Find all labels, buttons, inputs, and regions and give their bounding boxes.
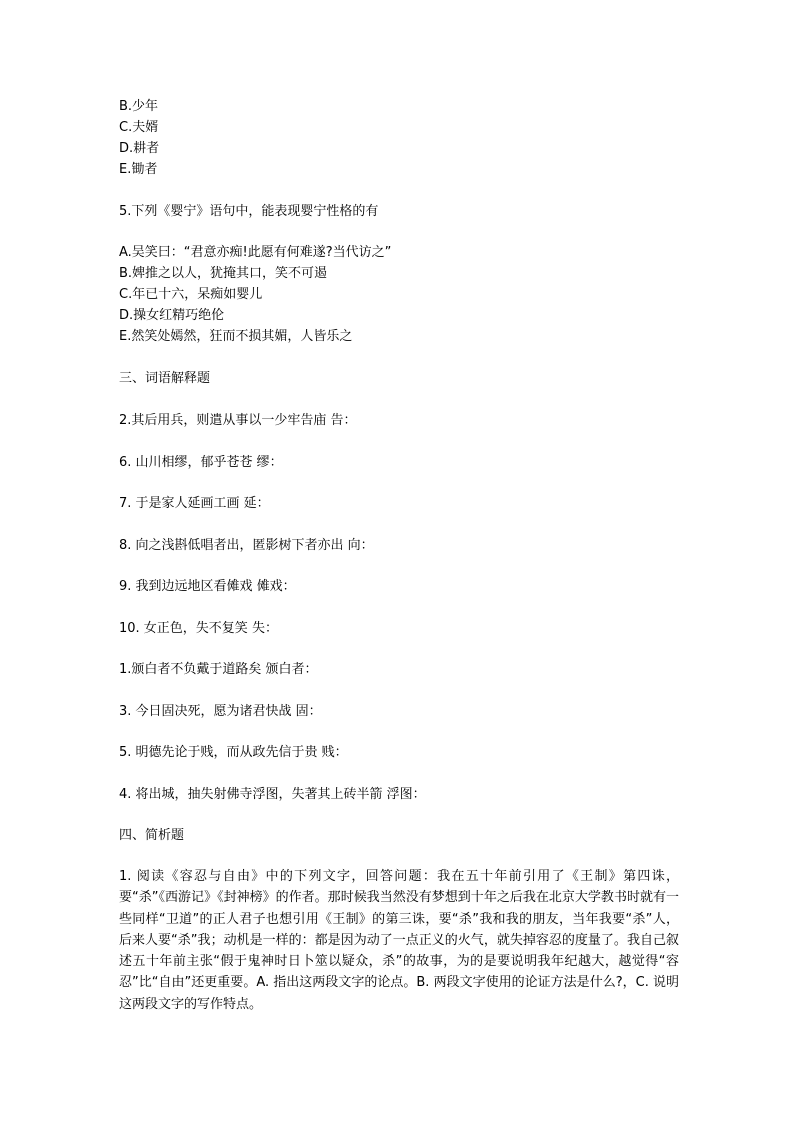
option-c: C.夫婿 [119,120,159,135]
option-d: D.耕者 [119,141,160,156]
vocab-item: 7. 于是家人延画工画 延： [119,496,270,511]
vocab-item: 3. 今日固决死，愿为诸君快战 固： [119,704,322,719]
q5-option-d: D.操女红精巧绝伦 [119,308,225,323]
vocab-item: 5. 明德先论于贱，而从政先信于贵 贱： [119,745,348,760]
section-4-title: 四、简析题 [119,828,185,843]
vocab-item: 6. 山川相缪，郁乎苍苍 缪： [119,455,283,470]
question-5: 5.下列《婴宁》语句中，能表现婴宁性格的有 [119,204,379,219]
q5-option-a: A.吴笑曰：“君意亦痴!此愿有何难遂?当代访之” [119,245,392,260]
q5-option-c: C.年已十六，呆痴如婴儿 [119,287,263,302]
analysis-paragraph: 1. 阅读《容忍与自由》中的下列文字，回答问题：我在五十年前引用了《王制》第四诛，要“杀”《西游记》《封神榜》的作者。那时候我当然没有梦想到十年之后我在北京大学教书时就有一些同样“卫道”的正人君子也想引用《王制》的第三诛，要“杀”我和我的朋友，当年我要“杀”人，后来人要“杀”我；动机是一样的：都是因为动了一点正义的火气，就失掉容忍的度量了。我自己叙述五十年前主张“假于鬼神时日卜筮以疑众，杀”的故事，为的是要说明我年纪越大，越觉得“容忍”比“自由”还更重要。A. 指出这两段文字的论点。B. 两段文字使用的论证方法是什么?，C. 说明这两段文字的写作特点。 [119,869,679,1012]
q5-option-e: E.然笑处嫣然，狂而不损其媚，人皆乐之 [119,329,353,344]
vocab-item: 10. 女正色，失不复笑 失： [119,621,278,636]
q5-option-b: B.婢推之以人，犹掩其口，笑不可遏 [119,266,328,281]
vocab-item: 4. 将出城，抽失射佛寺浮图，失著其上砖半箭 浮图： [119,787,426,802]
vocab-item: 1.颁白者不负戴于道路矣 颁白者： [119,662,318,677]
vocab-item: 2.其后用兵，则遣从事以一少牢告庙 告： [119,413,357,428]
vocab-item: 8. 向之浅斟低唱者出，匿影树下者亦出 向： [119,538,374,553]
vocab-item: 9. 我到边远地区看傩戏 傩戏： [119,579,296,594]
section-3-title: 三、词语解释题 [119,371,211,386]
option-e: E.锄者 [119,162,158,177]
option-b: B.少年 [119,99,159,114]
